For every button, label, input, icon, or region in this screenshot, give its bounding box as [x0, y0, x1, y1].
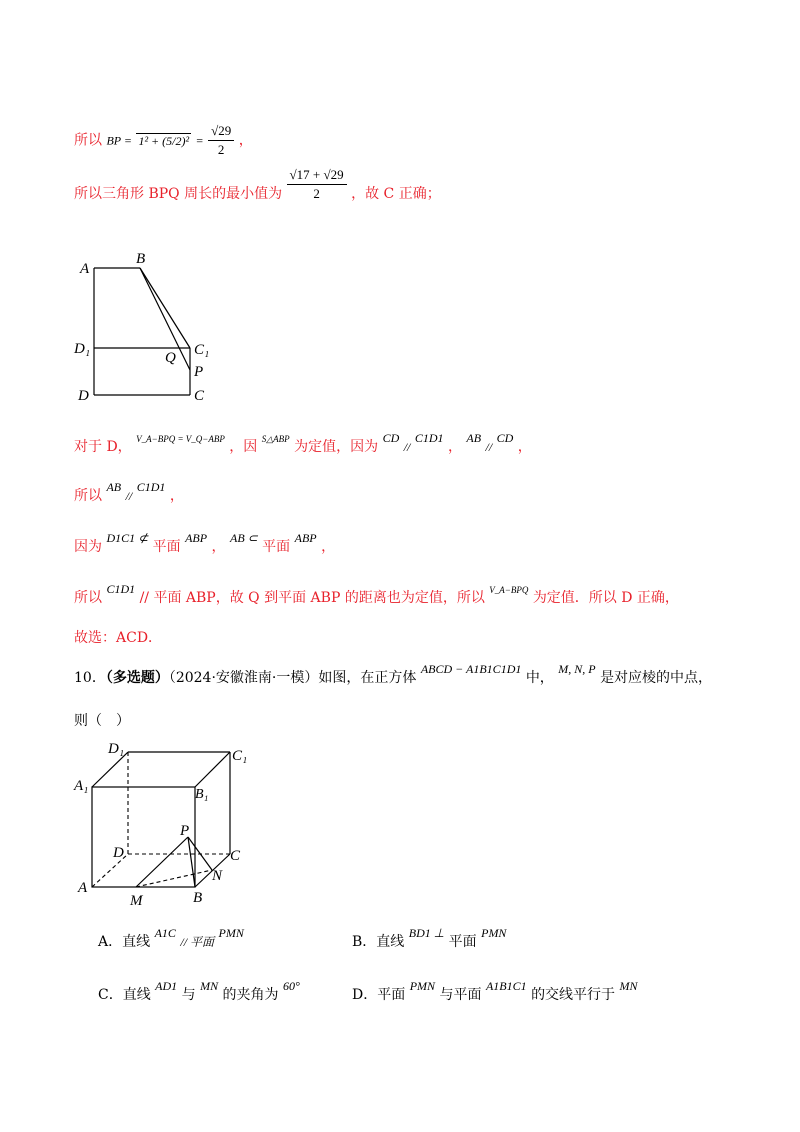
cube-label-p: P: [180, 823, 190, 839]
figure-trapezoid: [70, 250, 220, 410]
label-a: A: [80, 261, 90, 277]
cube-label-b: B: [193, 890, 203, 906]
option-c[interactable]: C．直线 AD1 与 MN 的夹角为 60°: [98, 979, 300, 1003]
label-q: Q: [165, 350, 176, 366]
cube-label-a1: A₁: [74, 778, 89, 794]
answer-line: 故选：ACD．: [74, 630, 163, 646]
option-b[interactable]: B．直线 BD1 ⊥ 平面 PMN: [352, 926, 507, 950]
cube-label-c1: C₁: [232, 748, 248, 764]
cube-label-n: N: [212, 868, 223, 884]
cube-label-d1: D₁: [108, 742, 125, 757]
solution-line-plane: 因为 D1C1 ⊄ 平面 ABP ， AB ⊂ 平面 ABP ，: [74, 531, 336, 555]
solution-line-bp: 所以 BP = 1² + (5/2)² = $\frac{√29}{2}$ ，: [74, 123, 253, 157]
solution-line-parallel: 所以 AB // C1D1 ，: [74, 480, 184, 504]
option-d[interactable]: D．平面 PMN 与平面 A1B1C1 的交线平行于 MN: [352, 979, 638, 1003]
label-c1: C₁: [194, 342, 210, 358]
cube-label-b1: B₁: [195, 787, 209, 802]
label-d: D: [78, 388, 89, 404]
solution-line-conclusion: 所以 C1D1 // 平面 ABP，故 Q 到平面 ABP 的距离也为定值，所以 $^{V\_A-BPQ}$ 为定值．所以 D 正确，: [74, 582, 679, 606]
label-d1: D₁: [74, 341, 91, 357]
cube-label-a: A: [78, 880, 88, 896]
cube-label-c: C: [230, 848, 241, 864]
figure-cube: [70, 742, 260, 912]
question-10-line2: 则（ ）: [74, 713, 130, 729]
option-a[interactable]: A．直线 A1C // 平面 PMN: [98, 926, 244, 950]
solution-line-d: 对于 D， $^{V\_A-BPQ = V\_Q-ABP}$ ，因 $^{S\triangle ABP}$ 为定值，因为 CD // C1D1 ， AB // CD ，: [74, 431, 532, 455]
cube-label-m: M: [130, 893, 143, 909]
label-p: P: [194, 364, 204, 380]
label-c: C: [194, 388, 205, 404]
solution-line-perimeter: 所以三角形 BPQ 周长的最小值为 $\frac{√17 + √29}{2}$ ，故 C 正确；: [74, 166, 441, 202]
question-10: 10．（多选题）（2024·安徽淮南·一模）如图，在正方体 ABCD − A1B1C1D1 中， M, N, P 是对应棱的中点，: [74, 662, 713, 686]
cube-label-d: D: [113, 845, 124, 861]
label-b: B: [136, 251, 146, 267]
